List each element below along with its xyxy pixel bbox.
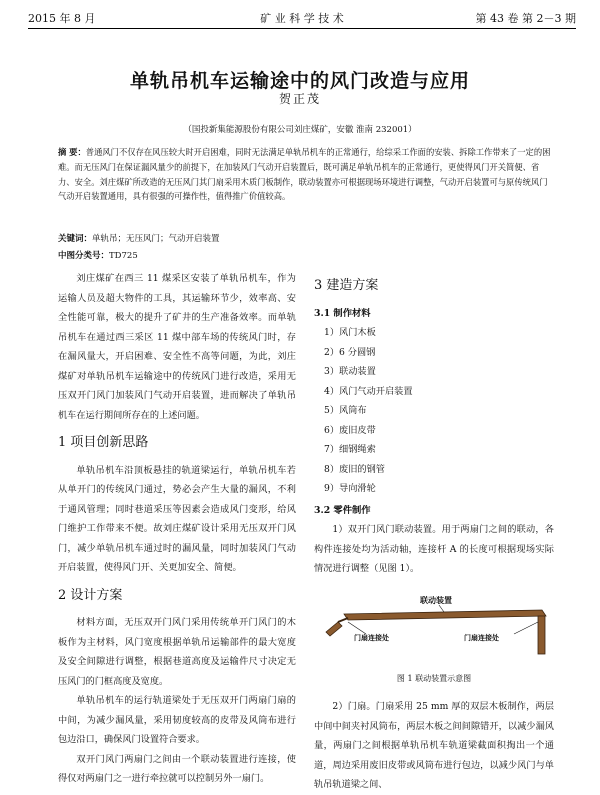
- affiliation: （国投新集能源股份有限公司刘庄煤矿，安徽 淮南 232001）: [183, 125, 417, 135]
- header-volume: 第 43 卷 第 2－3 期: [475, 12, 576, 25]
- linkage-joint-left: [338, 618, 348, 622]
- material-item: 1）风门木板: [324, 327, 376, 338]
- section-3-1-heading: 3.1 制作材料: [314, 307, 371, 319]
- header-date: 2015 年 8 月: [28, 12, 96, 25]
- section-2-paragraph-1: 材料方面，无压双开门风门采用传统单开门风门的木板作为主材料，风门宽度根据单轨吊运输部件的最大宽度及安全间隙进行调整，根据巷道高度及运输件尺寸决定无压风门的门框高度及宽度。: [58, 617, 296, 687]
- section-1-paragraph: 单轨吊机车沿顶板悬挂的轨道梁运行，单轨吊机车若从单开门的传统风门通过，势必会产生大量的漏风，不利于通风管理；同时巷道采压等因素会造成风门变形，给风门维护工作带来不便。故刘庄煤矿设计采用无压双开门风门，减少单轨吊机车通过时的漏风量，同时加装风门气动开启装置，使得风门开、关更加安全、简便。: [58, 464, 296, 573]
- label-right-joint: 门扇连接处: [464, 634, 499, 642]
- section-3-2-paragraph-1: 1）双开门风门联动装置。用于两扇门之间的联动，各构件连接处均为活动轴，连接杆 A 的长度可根据现场实际情况进行调整（见图 1）。: [314, 524, 554, 574]
- keywords-text: 单轨吊；无压风门；气动开启装置: [92, 234, 220, 244]
- material-item: 7）细钢绳索: [324, 444, 376, 455]
- right-column-bottom: [314, 697, 554, 795]
- classification: [58, 249, 552, 261]
- label-linkage: 联动装置: [420, 596, 452, 605]
- linkage-arm-left: [326, 622, 342, 636]
- material-item: 6）废旧皮带: [324, 424, 376, 436]
- leader-right-joint: [514, 622, 538, 634]
- paper-title: 单轨吊机车运输途中的风门改造与应用: [129, 70, 470, 92]
- material-item: 8）废旧的钢管: [324, 463, 385, 475]
- section-2-heading: 2 设计方案: [58, 587, 123, 603]
- linkage-post-right: [538, 616, 545, 654]
- keywords: [58, 232, 552, 244]
- abstract: [58, 145, 552, 204]
- classification-text: TD725: [109, 251, 138, 261]
- header-rule: [28, 28, 576, 29]
- material-item: 9）导向滑轮: [324, 483, 376, 494]
- leader-left-joint: [348, 622, 366, 634]
- abstract-text: 普通风门不仅存在风压较大时开启困难，同时无法满足单轨吊机车的正常通行，给综采工作面的安装、拆除工作带来了一定的困难。而无压风门在保证漏风量少的前提下，在加装风门气动开启装置后，既可满足单轨吊机车的正常通行，更使得风门开关简便、省力、安全。刘庄煤矿所改造的无压风门其门扇采用木质门板制作，联动装置亦可根据现场环境进行调整，气动开启装置可与原传统风门气动开启装置通用，具有很强的可操作性，值得推广价值较高。: [58, 147, 551, 202]
- leader-linkage: [439, 605, 444, 612]
- material-item: 2）6 分圆钢: [324, 346, 376, 358]
- section-2-paragraph-3: 双开门风门两扇门之间由一个联动装置进行连接，使得仅对两扇门之一进行牵拉就可以控制另外一扇门。: [58, 753, 296, 784]
- section-3-heading: 3 建造方案: [314, 278, 379, 293]
- material-item: 4）风门气动开启装置: [324, 385, 413, 397]
- linkage-bar: [344, 610, 546, 620]
- section-3-2-heading: 3.2 零件制作: [314, 504, 371, 516]
- keywords-label: 关键词：: [58, 234, 93, 244]
- header-journal: 矿 业 科 学 技 术: [260, 12, 344, 25]
- figure-caption: 图 1 联动装置示意图: [396, 674, 472, 683]
- linkage-diagram: [314, 592, 554, 658]
- intro-paragraph: 刘庄煤矿在西三 11 煤采区安装了单轨吊机车，作为运输人员及超大物件的工具，其运输环节少，效率高、安全性能可靠，极大的提升了矿井的生产准备效率。而单轨吊机车在通过西三采区 11 煤中部车场的传统风门时，存在漏风量大，开启困难、安全性不高等问题，为此，刘庄煤矿对单轨吊机车运输途中的传统风门进行改造，采用无压双开门风门加装风门气动开启装置，进而解决了单轨吊机车在运行期间所存在的上述问题。: [58, 273, 296, 421]
- material-item: 3）联动装置: [324, 366, 376, 377]
- material-item: 5）风筒布: [324, 405, 367, 416]
- abstract-label: 摘 要：: [58, 147, 86, 157]
- section-2-paragraph-2: 单轨吊机车的运行轨道梁处于无压双开门两扇门扇的中间，为减少漏风量，采用韧度较高的皮带及风筒布进行包边沿口，确保风门设置符合要求。: [58, 695, 296, 745]
- label-left-joint: 门扇连接处: [354, 634, 389, 642]
- running-header: [28, 10, 576, 26]
- classification-label: 中图分类号：: [58, 251, 110, 261]
- author: 贺正茂: [278, 92, 321, 106]
- section-3-2-paragraph-2: 2）门扇。门扇采用 25 mm 厚的双层木板制作，两层中间中间夹衬风筒布，两层木板之间间隙错开，以减少漏风量，两扇门之间根据单轨吊机车轨道梁截面积掏出一个通道，周边采用废旧皮带或风筒布进行包边，以减少风门与单轨吊轨道梁之间、: [314, 701, 554, 790]
- left-column: [58, 269, 296, 789]
- right-column-top: [314, 276, 554, 579]
- section-1-heading: 1 项目创新思路: [58, 435, 149, 450]
